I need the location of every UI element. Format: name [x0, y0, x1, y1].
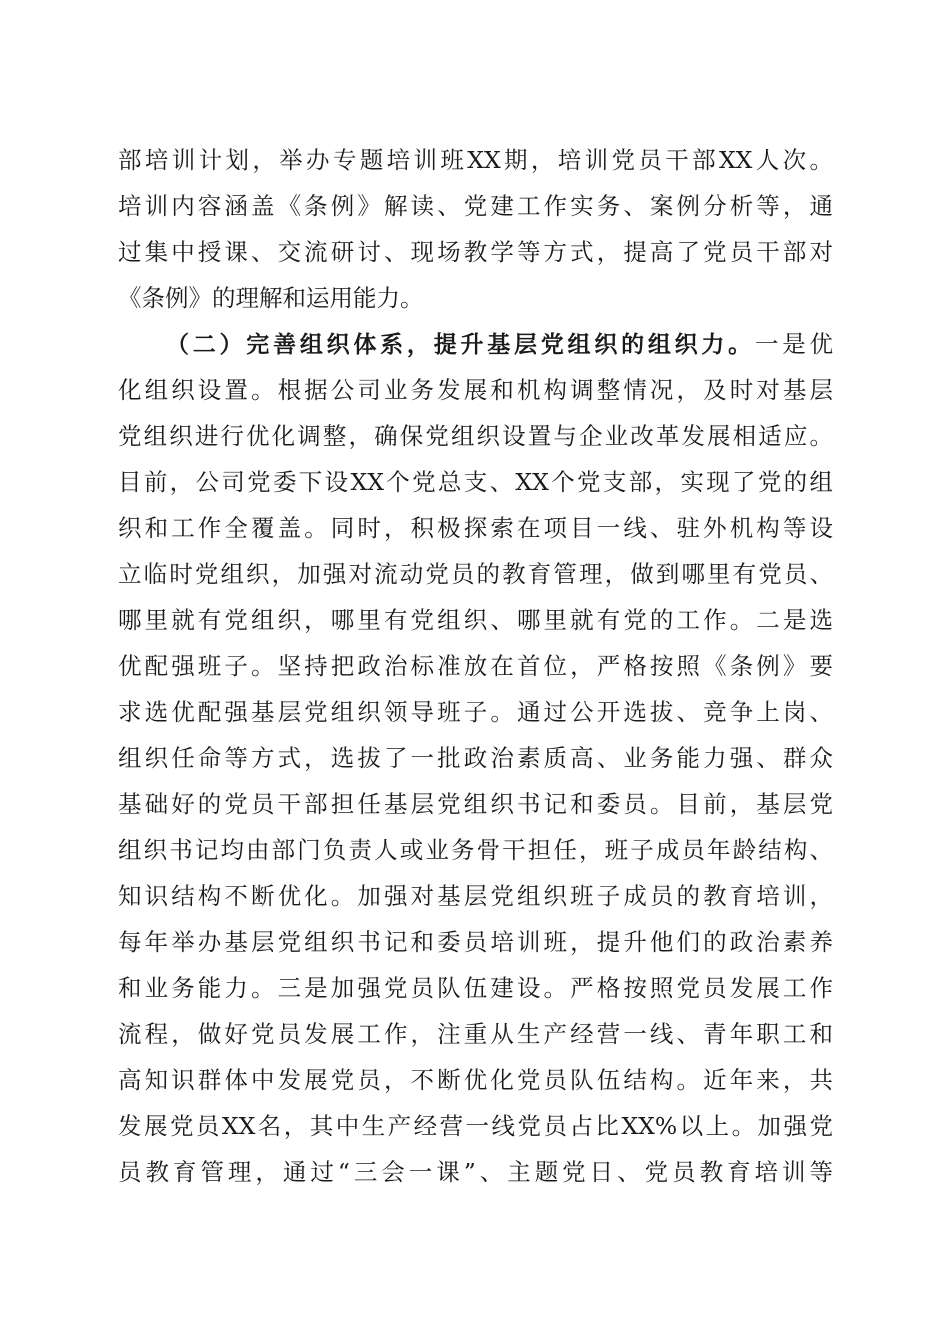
heading-line-rest: 一是优 — [754, 330, 834, 358]
text-line: 哪里就有党组织，哪里有党组织、哪里就有党的工作。二是选 — [118, 606, 833, 634]
text-line: 培训内容涵盖《条例》解读、党建工作实务、案例分析等，通 — [118, 192, 833, 220]
text-line: 织和工作全覆盖。同时，积极探索在项目一线、驻外机构等设 — [118, 514, 833, 542]
section-heading: （二）完善组织体系，提升基层党组织的组织力。 — [166, 332, 755, 358]
text-line: 基础好的党员干部担任基层党组织书记和委员。目前，基层党 — [118, 790, 833, 818]
text-line: 《条例》的理解和运用能力。 — [118, 284, 424, 312]
text-line: 党组织进行优化调整，确保党组织设置与企业改革发展相适应。 — [118, 422, 833, 450]
text-line: 组织书记均由部门负责人或业务骨干担任，班子成员年龄结构、 — [118, 836, 833, 864]
text-line: 立临时党组织，加强对流动党员的教育管理，做到哪里有党员、 — [118, 560, 833, 588]
text-line: 员教育管理，通过“三会一课”、主题党日、党员教育培训等 — [118, 1158, 833, 1186]
text-line: 过集中授课、交流研讨、现场教学等方式，提高了党员干部对 — [118, 238, 833, 266]
text-line: 每年举办基层党组织书记和委员培训班，提升他们的政治素养 — [118, 928, 833, 956]
text-line: 目前，公司党委下设XX个党总支、XX个党支部，实现了党的组 — [118, 468, 833, 496]
text-line: 和业务能力。三是加强党员队伍建设。严格按照党员发展工作 — [118, 974, 833, 1002]
text-line: 求选优配强基层党组织领导班子。通过公开选拔、竞争上岗、 — [118, 698, 833, 726]
section-heading-line — [166, 324, 833, 364]
text-line: 知识结构不断优化。加强对基层党组织班子成员的教育培训， — [118, 882, 833, 910]
text-line: 高知识群体中发展党员，不断优化党员队伍结构。近年来，共 — [118, 1066, 833, 1094]
text-line: 流程，做好党员发展工作，注重从生产经营一线、青年职工和 — [118, 1020, 833, 1048]
text-line: 发展党员XX名，其中生产经营一线党员占比XX%以上。加强党 — [118, 1112, 833, 1140]
text-line: 部培训计划，举办专题培训班XX期，培训党员干部XX人次。 — [118, 146, 833, 174]
text-line: 组织任命等方式，选拔了一批政治素质高、业务能力强、群众 — [118, 744, 833, 772]
text-line: 化组织设置。根据公司业务发展和机构调整情况，及时对基层 — [118, 376, 833, 404]
text-line: 优配强班子。坚持把政治标准放在首位，严格按照《条例》要 — [118, 652, 833, 680]
